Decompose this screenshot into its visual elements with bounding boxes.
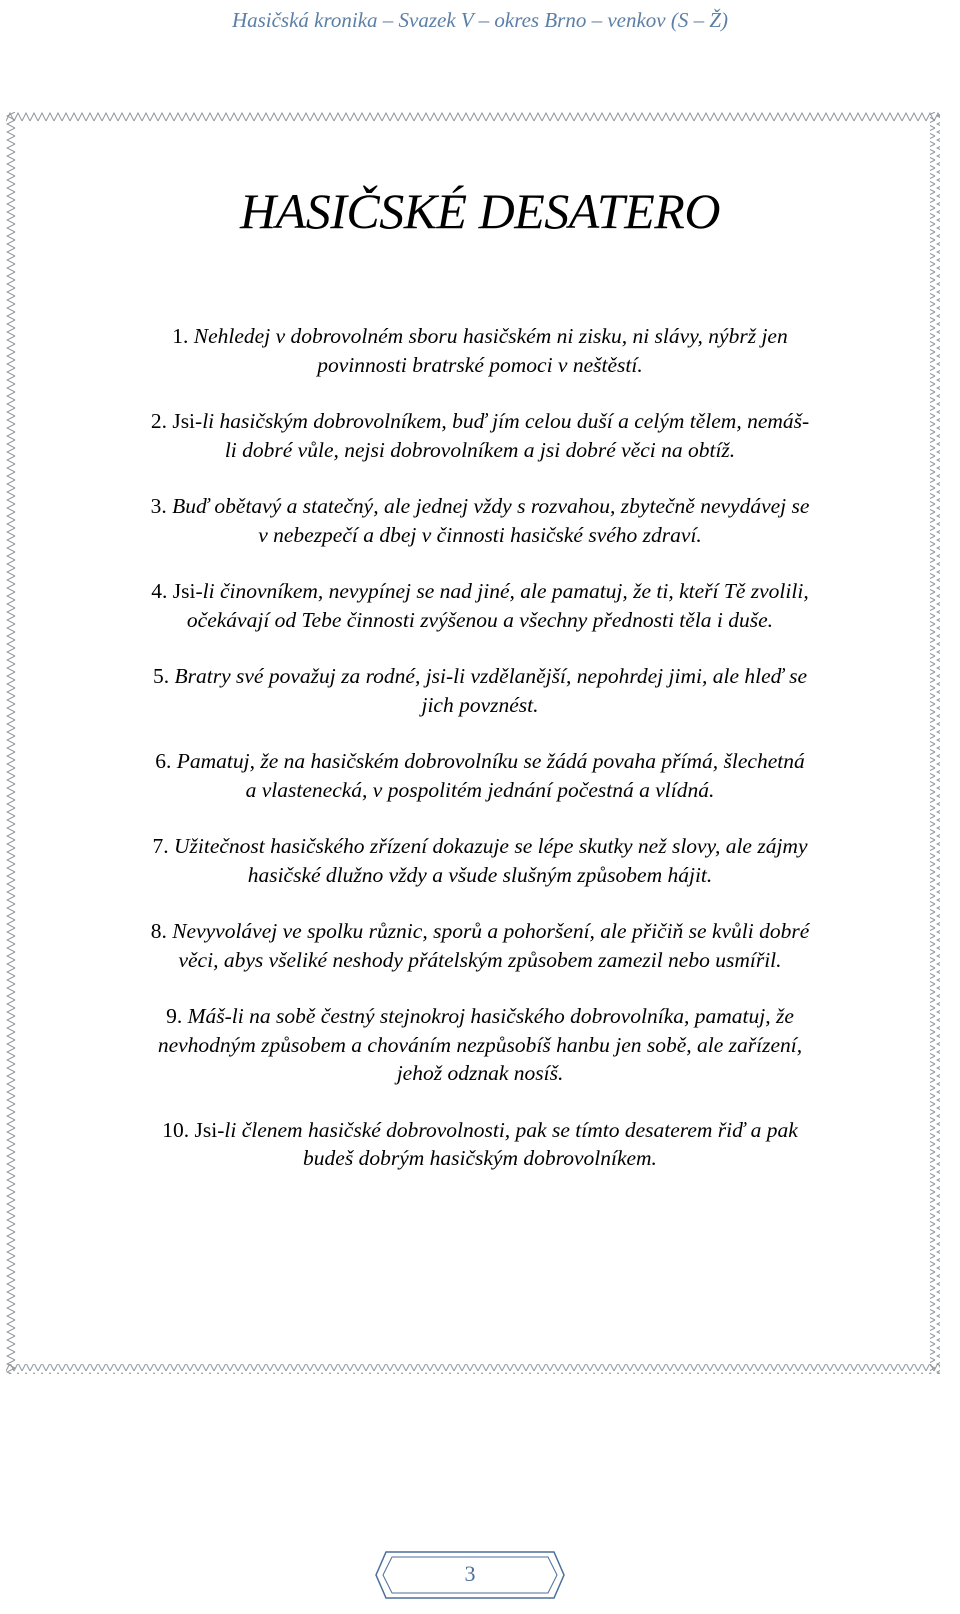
commandment-text: li hasičským dobrovolníkem, buď jím celou duší a celým tělem, nemáš-li dobré vůle, nejsi dobrovolníkem a jsi dobré věci na obtíž.: [202, 409, 810, 462]
commandment-text: Bratry své považuj za rodné, jsi-li vzdělanější, nepohrdej jimi, ale hleď se jich povznést.: [174, 664, 807, 717]
commandment-number: 2.: [150, 409, 167, 433]
commandment-number: 7.: [152, 834, 169, 858]
commandment-number: 8.: [150, 919, 167, 943]
page-number: 3: [464, 1561, 476, 1586]
commandment-item: [150, 662, 810, 719]
commandment-number: 5.: [153, 664, 170, 688]
document-title: HASIČSKÉ DESATERO: [240, 183, 720, 239]
commandment-number: 10.: [162, 1117, 190, 1142]
commandment-item: [150, 747, 810, 804]
commandment-text: Nehledej v dobrovolném sboru hasičském ni zisku, ni slávy, nýbrž jen povinnosti bratrské pomoci v neštěstí.: [193, 324, 788, 377]
commandment-text: Máš-li na sobě čestný stejnokroj hasičského dobrovolníka, pamatuj, že nevhodným způsobem a chováním nezpůsobíš hanbu jen sobě, ale zařízení, jehož odznak nosíš.: [157, 1004, 803, 1085]
commandment-item: [150, 917, 810, 974]
commandment-lead: Jsi-: [172, 579, 203, 603]
commandment-item: [150, 492, 810, 549]
commandment-number: 9.: [166, 1004, 183, 1028]
commandment-text: Pamatuj, že na hasičském dobrovolníku se žádá povaha přímá, šlechetná a vlastenecká, v pospolitém jednání počestná a vlídná.: [176, 749, 805, 802]
commandment-number: 3.: [150, 494, 167, 518]
commandment-number: 1.: [172, 324, 189, 348]
commandment-item: [150, 1002, 810, 1088]
commandment-text: li členem hasičské dobrovolnosti, pak se tímto desaterem řiď a pak budeš dobrým hasičským dobrovolníkem.: [224, 1117, 798, 1170]
commandment-item: [150, 577, 810, 634]
commandment-text: Buď obětavý a statečný, ale jednej vždy s rozvahou, zbytečně nevydávej se v nebezpečí a dbej v činnosti hasičské svého zdraví.: [172, 494, 810, 547]
running-header: Hasičská kronika – Svazek V – okres Brno – venkov (S – Ž): [231, 8, 729, 32]
commandment-text: Užitečnost hasičského zřízení dokazuje se lépe skutky než slovy, ale zájmy hasičské dlužno vždy a všude slušným způsobem hájit.: [173, 834, 808, 887]
page-number-box: [372, 1548, 568, 1602]
commandment-lead: Jsi-: [172, 409, 203, 433]
commandments-list: [150, 322, 810, 1201]
commandment-text: li činovníkem, nevypínej se nad jiné, ale pamatuj, že ti, kteří Tě zvolili, očekávají od Tebe činnosti zvýšenou a všechny přednosti těla i duše.: [186, 579, 809, 632]
commandment-item: [150, 1116, 810, 1173]
commandment-item: [150, 407, 810, 464]
commandment-item: [150, 322, 810, 379]
commandment-number: 6.: [155, 749, 172, 773]
commandment-item: [150, 832, 810, 889]
commandment-lead: Jsi-: [194, 1117, 225, 1142]
commandment-text: Nevyvolávej ve spolku různic, sporů a pohoršení, ale přičiň se kvůli dobré věci, abys všeliké neshody přátelským způsobem zamezil nebo usmířil.: [172, 919, 810, 972]
commandment-number: 4.: [151, 579, 168, 603]
